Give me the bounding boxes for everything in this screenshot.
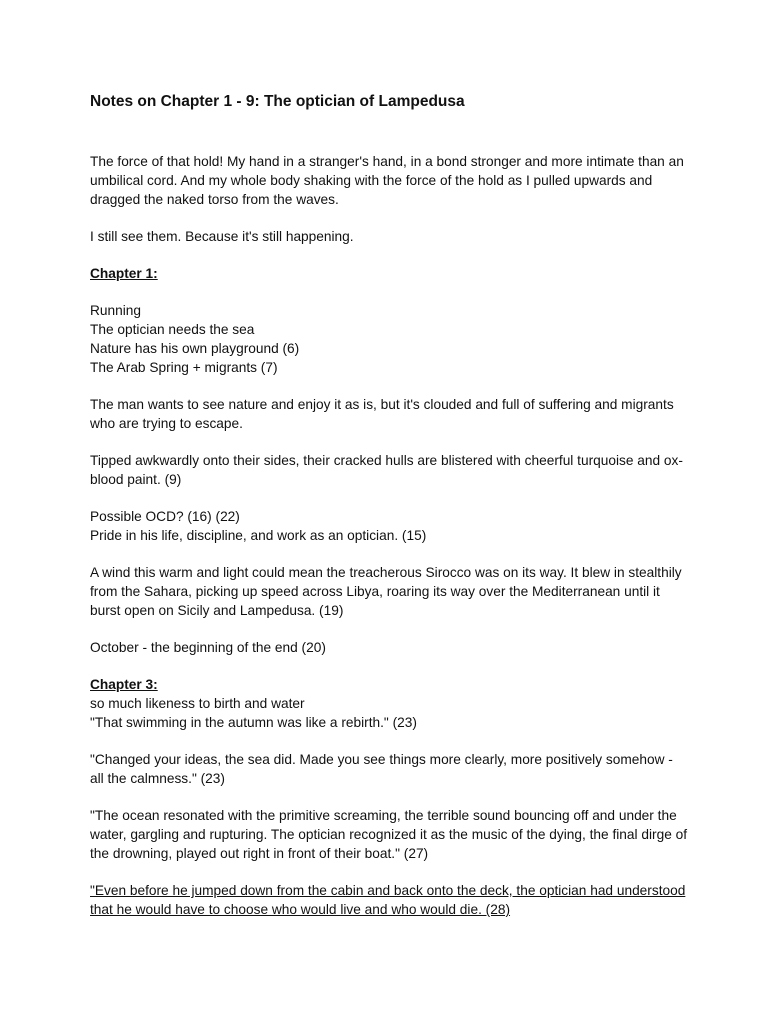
list-item: Running bbox=[90, 303, 141, 318]
chapter-heading bbox=[90, 264, 690, 283]
intro-paragraph: I still see them. Because it's still happening. bbox=[90, 229, 354, 244]
note-paragraph: The man wants to see nature and enjoy it as is, but it's clouded and full of suffering and migrants who are trying to escape. bbox=[90, 397, 674, 431]
chapter-3-block bbox=[90, 675, 690, 732]
list-item: Pride in his life, discipline, and work as an optician. (15) bbox=[90, 528, 427, 543]
intro-paragraph: The force of that hold! My hand in a stranger's hand, in a bond stronger and more intimate than an umbilical cord. And my whole body shaking with the force of the hold as I pulled upwards and dragged the naked torso from the waves. bbox=[90, 154, 684, 207]
list-item: "That swimming in the autumn was like a rebirth." (23) bbox=[90, 715, 417, 730]
quote-paragraph bbox=[90, 881, 690, 919]
note-paragraph: "The ocean resonated with the primitive screaming, the terrible sound bouncing off and under the water, gargling and rupturing. The optician recognized it as the music of the dying, the final dirge of the drowning, played out right in front of their boat." (27) bbox=[90, 808, 688, 861]
list-item: The Arab Spring + migrants (7) bbox=[90, 360, 278, 375]
list-item: so much likeness to birth and water bbox=[90, 696, 305, 711]
note-paragraph: October - the beginning of the end (20) bbox=[90, 640, 326, 655]
chapter-1-list bbox=[90, 301, 690, 377]
document-title: Notes on Chapter 1 - 9: The optician of Lampedusa bbox=[90, 93, 465, 110]
chapter-1-list-2 bbox=[90, 507, 690, 545]
list-item: Possible OCD? (16) (22) bbox=[90, 509, 240, 524]
note-paragraph: A wind this warm and light could mean the treacherous Sirocco was on its way. It blew in stealthily from the Sahara, picking up speed across Libya, roaring its way over the Mediterranean until it burst open on Sicily and Lampedusa. (19) bbox=[90, 565, 682, 618]
underlined-quote: "Even before he jumped down from the cabin and back onto the deck, the optician had understood that he would have to choose who would live and who would die. (28) bbox=[90, 883, 686, 917]
document-page bbox=[90, 92, 690, 919]
list-item: The optician needs the sea bbox=[90, 322, 255, 337]
chapter-3-heading: Chapter 3: bbox=[90, 677, 158, 692]
list-item: Nature has his own playground (6) bbox=[90, 341, 300, 356]
note-paragraph: Tipped awkwardly onto their sides, their cracked hulls are blistered with cheerful turquoise and ox-blood paint. (9) bbox=[90, 453, 683, 487]
chapter-1-heading: Chapter 1: bbox=[90, 266, 158, 281]
note-paragraph: "Changed your ideas, the sea did. Made you see things more clearly, more positively somehow - all the calmness." (23) bbox=[90, 752, 673, 786]
